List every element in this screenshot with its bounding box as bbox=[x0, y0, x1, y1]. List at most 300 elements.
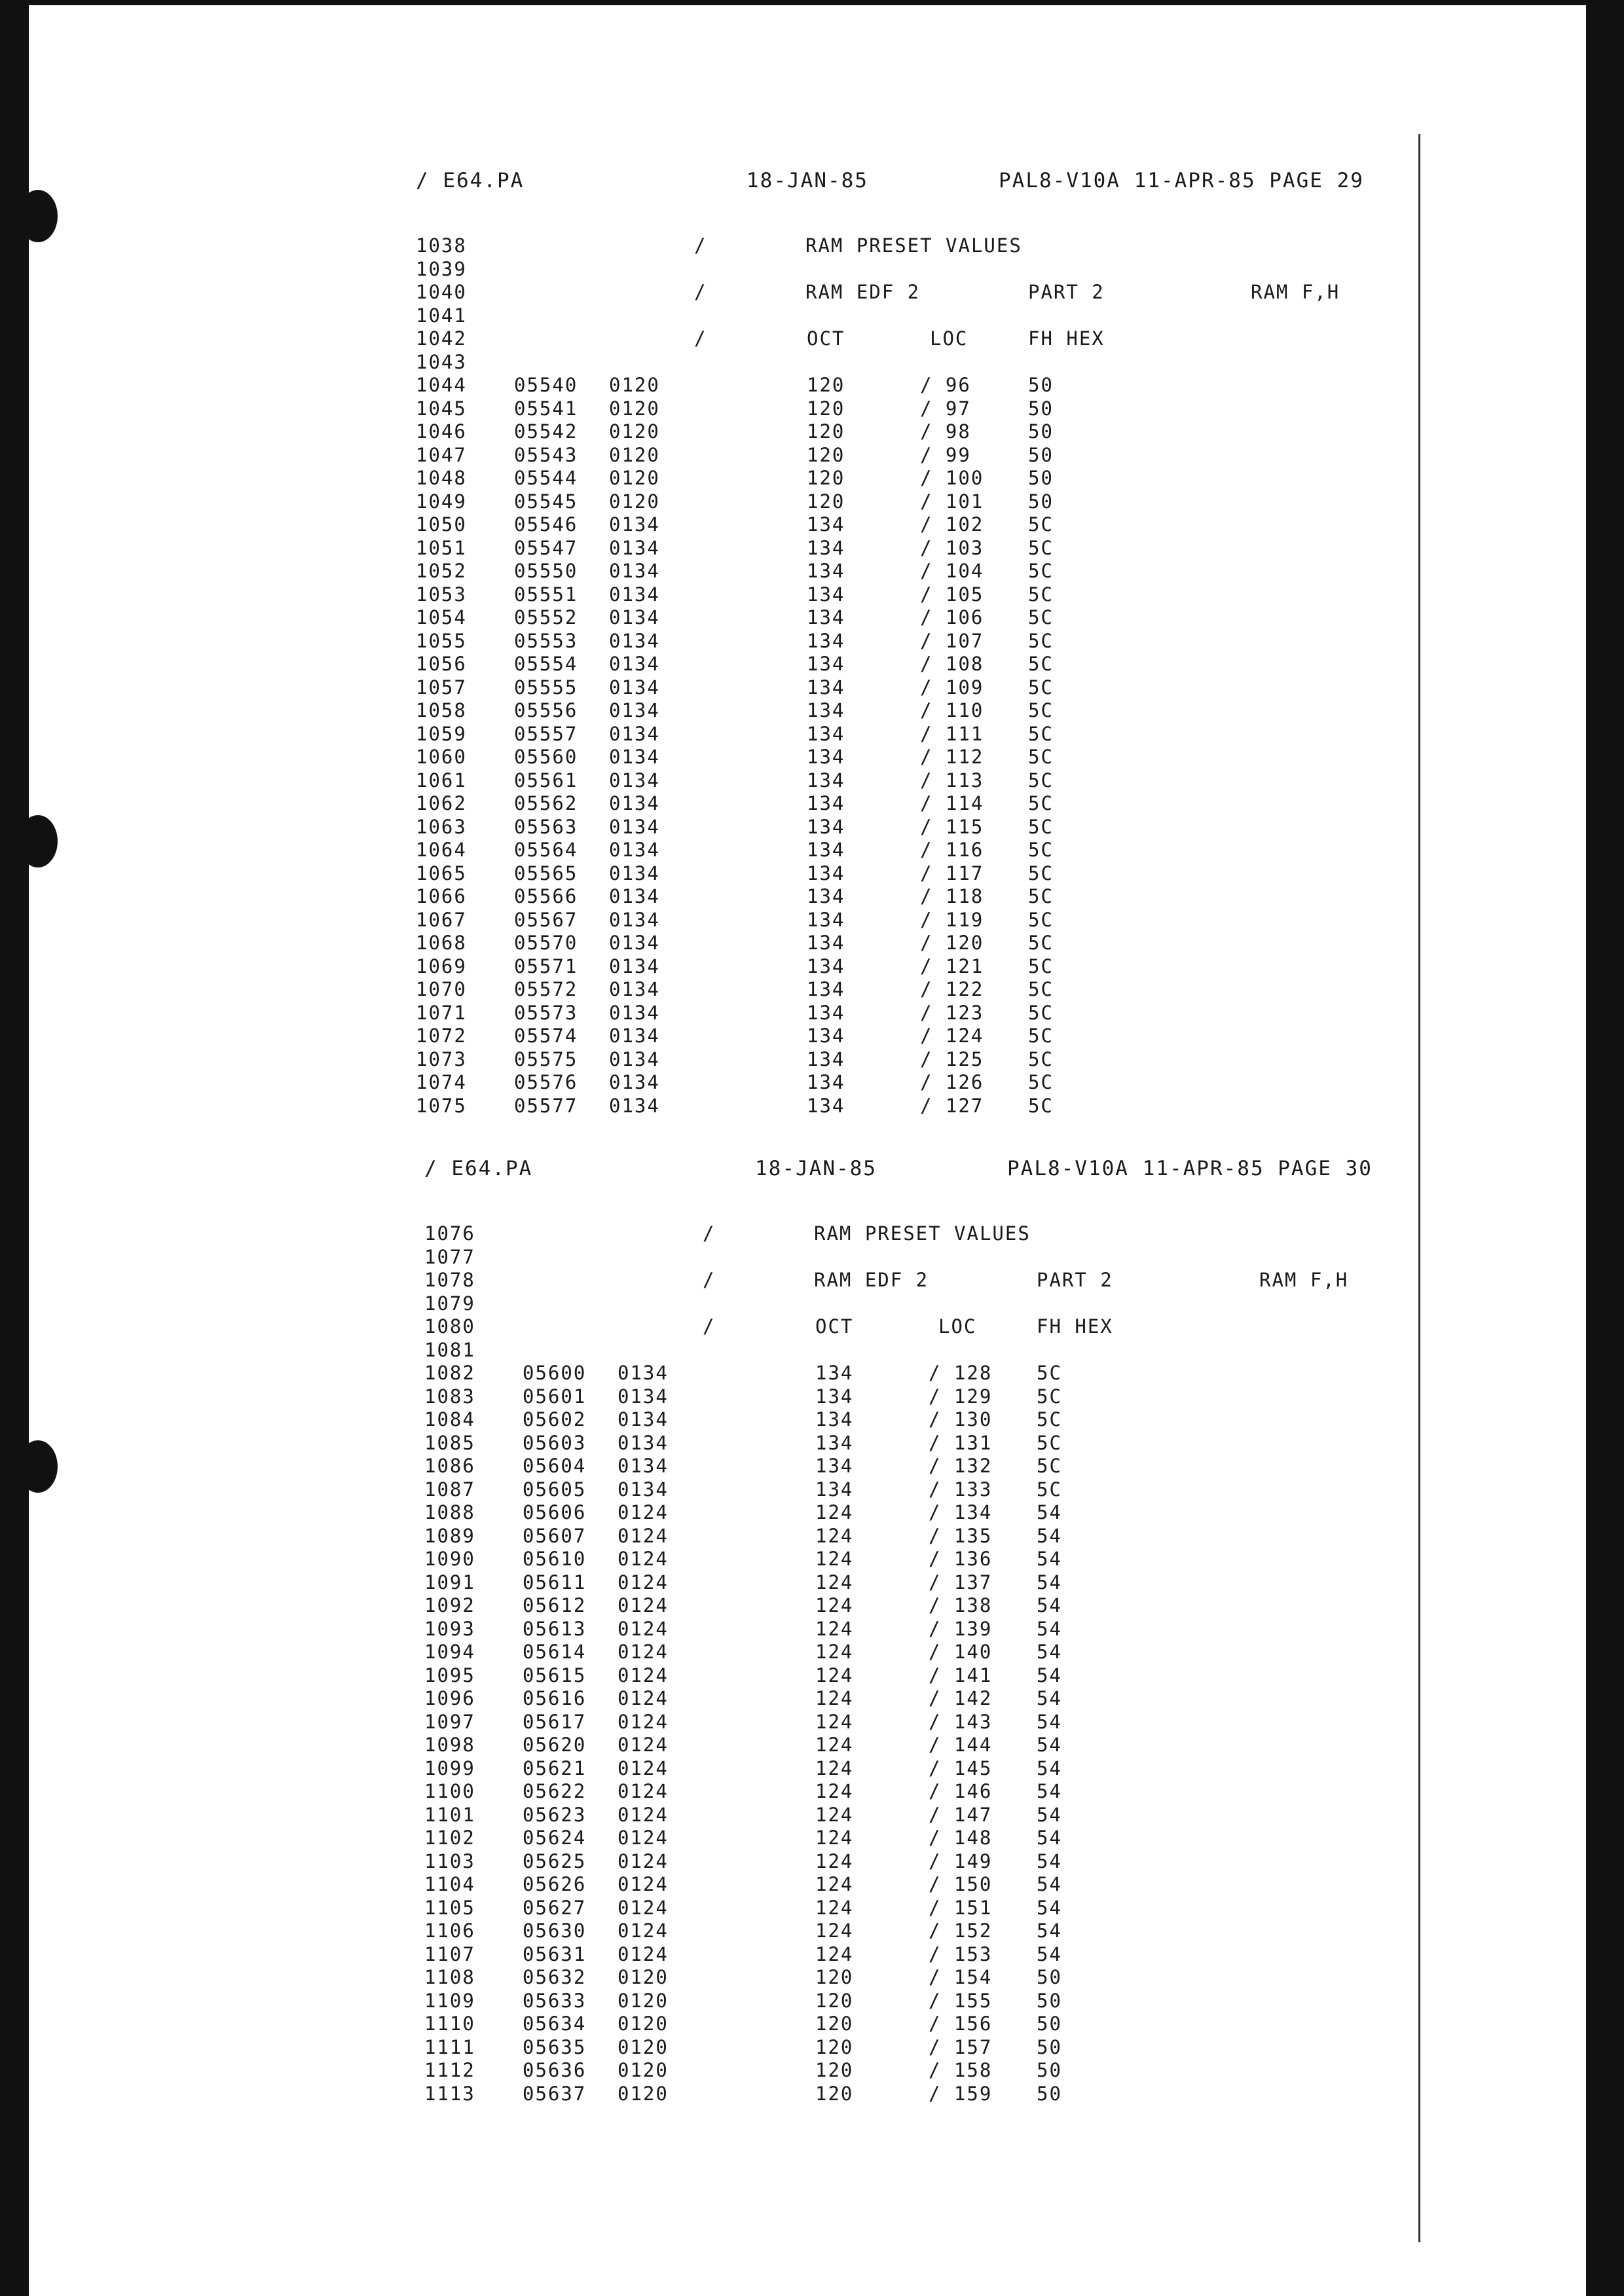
table-row bbox=[409, 839, 1405, 862]
fh-hex: 50 bbox=[1037, 2059, 1062, 2081]
loc: / 157 bbox=[929, 2035, 993, 2058]
comment-ram: RAM F,H bbox=[1259, 1269, 1349, 1291]
fh-hex: 5C bbox=[1028, 653, 1054, 675]
address: 05617 bbox=[523, 1710, 587, 1733]
table-row bbox=[418, 2083, 1413, 2106]
address: 05576 bbox=[514, 1071, 578, 1093]
loc: / 99 bbox=[920, 443, 971, 466]
line-number: 1071 bbox=[416, 1001, 467, 1024]
octal-value: 0124 bbox=[618, 1827, 669, 1849]
octal-value: 0134 bbox=[618, 1408, 669, 1430]
line-number: 1053 bbox=[416, 583, 467, 606]
address: 05557 bbox=[514, 722, 578, 745]
table-row bbox=[418, 1525, 1413, 1548]
address: 05546 bbox=[514, 513, 578, 536]
line-number: 1043 bbox=[416, 350, 467, 373]
address: 05632 bbox=[523, 1966, 587, 1988]
line-number: 1093 bbox=[424, 1617, 475, 1640]
loc: / 159 bbox=[929, 2082, 993, 2105]
octal-value: 0134 bbox=[609, 839, 660, 861]
column-header-hex: FH HEX bbox=[1037, 1315, 1113, 1338]
octal-value: 0134 bbox=[609, 722, 660, 745]
loc: / 133 bbox=[929, 1478, 993, 1501]
loc: / 140 bbox=[929, 1641, 993, 1663]
address: 05552 bbox=[514, 606, 578, 629]
line-number: 1059 bbox=[416, 722, 467, 745]
table-row bbox=[418, 1548, 1413, 1571]
loc: / 142 bbox=[929, 1687, 993, 1709]
fh-hex: 54 bbox=[1037, 1850, 1062, 1872]
loc: / 120 bbox=[920, 932, 984, 954]
line-number: 1065 bbox=[416, 862, 467, 884]
octal-value: 0120 bbox=[609, 420, 660, 443]
table-row bbox=[418, 2036, 1413, 2060]
octal-value: 0124 bbox=[618, 1641, 669, 1663]
table-row bbox=[409, 792, 1405, 816]
address: 05545 bbox=[514, 490, 578, 513]
loc: / 150 bbox=[929, 1873, 993, 1895]
oct: 124 bbox=[815, 1757, 854, 1779]
loc: / 116 bbox=[920, 839, 984, 861]
table-row bbox=[418, 1827, 1413, 1850]
line-number: 1055 bbox=[416, 629, 467, 652]
comment-part: PART 2 bbox=[1028, 281, 1105, 303]
fh-hex: 5C bbox=[1028, 862, 1054, 884]
loc: / 112 bbox=[920, 746, 984, 768]
line-number: 1088 bbox=[424, 1501, 475, 1523]
octal-value: 0124 bbox=[618, 1617, 669, 1640]
comment-block bbox=[409, 234, 1405, 374]
line-number: 1062 bbox=[416, 792, 467, 814]
line-number: 1046 bbox=[416, 420, 467, 443]
octal-value: 0134 bbox=[609, 699, 660, 721]
oct: 134 bbox=[807, 1071, 845, 1093]
octal-value: 0124 bbox=[618, 1571, 669, 1594]
address: 05634 bbox=[523, 2013, 587, 2035]
comment-text: RAM EDF 2 bbox=[805, 281, 921, 303]
loc: / 147 bbox=[929, 1803, 993, 1826]
loc: / 138 bbox=[929, 1594, 993, 1616]
comment-line bbox=[418, 1269, 1413, 1292]
comment-line bbox=[418, 1222, 1413, 1246]
oct: 124 bbox=[815, 1501, 854, 1523]
table-row bbox=[409, 1048, 1405, 1072]
octal-value: 0124 bbox=[618, 1664, 669, 1686]
fh-hex: 5C bbox=[1028, 815, 1054, 838]
fh-hex: 5C bbox=[1037, 1362, 1062, 1384]
fh-hex: 54 bbox=[1037, 1617, 1062, 1640]
fh-hex: 50 bbox=[1028, 490, 1054, 513]
address: 05607 bbox=[523, 1524, 587, 1547]
comment-slash: / bbox=[694, 234, 707, 257]
octal-value: 0120 bbox=[618, 2013, 669, 2035]
table-row bbox=[409, 606, 1405, 630]
column-header-oct: OCT bbox=[807, 327, 845, 350]
octal-value: 0134 bbox=[609, 1048, 660, 1070]
oct: 134 bbox=[807, 1094, 845, 1117]
table-row bbox=[409, 490, 1405, 514]
address: 05564 bbox=[514, 839, 578, 861]
table-row bbox=[418, 1664, 1413, 1688]
table-row bbox=[409, 676, 1405, 700]
margin-rule bbox=[1418, 134, 1420, 2242]
oct: 134 bbox=[807, 699, 845, 721]
data-rows bbox=[409, 374, 1405, 1118]
oct: 120 bbox=[815, 1989, 854, 2012]
loc: / 149 bbox=[929, 1850, 993, 1872]
loc: / 106 bbox=[920, 606, 984, 629]
address: 05570 bbox=[514, 932, 578, 954]
line-number: 1040 bbox=[416, 281, 467, 303]
fh-hex: 54 bbox=[1037, 1710, 1062, 1733]
line-number: 1066 bbox=[416, 885, 467, 907]
octal-value: 0134 bbox=[609, 583, 660, 606]
loc: / 124 bbox=[920, 1025, 984, 1047]
line-number: 1076 bbox=[424, 1222, 475, 1245]
oct: 120 bbox=[807, 467, 845, 489]
line-number: 1039 bbox=[416, 257, 467, 280]
table-row bbox=[418, 1990, 1413, 2013]
oct: 120 bbox=[807, 443, 845, 466]
oct: 124 bbox=[815, 1687, 854, 1709]
octal-value: 0134 bbox=[609, 769, 660, 792]
table-row bbox=[418, 1641, 1413, 1664]
loc: / 134 bbox=[929, 1501, 993, 1523]
octal-value: 0134 bbox=[609, 746, 660, 768]
line-number: 1061 bbox=[416, 769, 467, 792]
octal-value: 0134 bbox=[618, 1431, 669, 1454]
line-number: 1070 bbox=[416, 978, 467, 1000]
octal-value: 0124 bbox=[618, 1594, 669, 1616]
fh-hex: 5C bbox=[1028, 885, 1054, 907]
table-row bbox=[409, 885, 1405, 909]
line-number: 1108 bbox=[424, 1966, 475, 1988]
fh-hex: 5C bbox=[1037, 1455, 1062, 1477]
oct: 120 bbox=[815, 2013, 854, 2035]
loc: / 118 bbox=[920, 885, 984, 907]
line-number: 1098 bbox=[424, 1734, 475, 1756]
fh-hex: 54 bbox=[1037, 1524, 1062, 1547]
scan-right-edge bbox=[1586, 0, 1624, 2296]
fh-hex: 54 bbox=[1037, 1687, 1062, 1709]
address: 05601 bbox=[523, 1385, 587, 1408]
table-row bbox=[418, 1850, 1413, 1874]
oct: 134 bbox=[807, 513, 845, 536]
data-rows bbox=[418, 1362, 1413, 2105]
oct: 134 bbox=[807, 769, 845, 792]
oct: 134 bbox=[807, 606, 845, 629]
oct: 124 bbox=[815, 1617, 854, 1640]
fh-hex: 5C bbox=[1028, 978, 1054, 1000]
comment-text: RAM PRESET VALUES bbox=[814, 1222, 1031, 1245]
table-row bbox=[409, 816, 1405, 839]
oct: 124 bbox=[815, 1827, 854, 1849]
table-row bbox=[418, 1873, 1413, 1897]
line-number: 1109 bbox=[424, 1989, 475, 2012]
octal-value: 0124 bbox=[618, 1501, 669, 1523]
address: 05561 bbox=[514, 769, 578, 792]
fh-hex: 54 bbox=[1037, 1664, 1062, 1686]
oct: 124 bbox=[815, 1896, 854, 1919]
line-number: 1112 bbox=[424, 2059, 475, 2081]
comment-line bbox=[418, 1246, 1413, 1269]
oct: 134 bbox=[807, 1001, 845, 1024]
loc: / 96 bbox=[920, 374, 971, 396]
fh-hex: 50 bbox=[1028, 467, 1054, 489]
table-row bbox=[409, 467, 1405, 490]
table-row bbox=[409, 560, 1405, 583]
octal-value: 0120 bbox=[618, 1966, 669, 1988]
loc: / 111 bbox=[920, 722, 984, 745]
oct: 120 bbox=[807, 374, 845, 396]
line-number: 1047 bbox=[416, 443, 467, 466]
fh-hex: 5C bbox=[1028, 676, 1054, 699]
line-number: 1099 bbox=[424, 1757, 475, 1779]
line-number: 1051 bbox=[416, 536, 467, 559]
loc: / 153 bbox=[929, 1942, 993, 1965]
table-row bbox=[418, 1594, 1413, 1618]
address: 05614 bbox=[523, 1641, 587, 1663]
loc: / 154 bbox=[929, 1966, 993, 1988]
octal-value: 0134 bbox=[609, 606, 660, 629]
address: 05567 bbox=[514, 908, 578, 931]
column-header-oct: OCT bbox=[815, 1315, 854, 1338]
fh-hex: 54 bbox=[1037, 1571, 1062, 1594]
address: 05637 bbox=[523, 2082, 587, 2105]
address: 05560 bbox=[514, 746, 578, 768]
line-number: 1064 bbox=[416, 839, 467, 861]
table-row bbox=[409, 374, 1405, 397]
octal-value: 0134 bbox=[609, 862, 660, 884]
comment-slash: / bbox=[703, 1269, 716, 1291]
line-number: 1092 bbox=[424, 1594, 475, 1616]
line-number: 1075 bbox=[416, 1094, 467, 1117]
line-number: 1090 bbox=[424, 1548, 475, 1570]
fh-hex: 50 bbox=[1037, 2082, 1062, 2105]
table-row bbox=[418, 1478, 1413, 1502]
address: 05543 bbox=[514, 443, 578, 466]
loc: / 114 bbox=[920, 792, 984, 814]
fh-hex: 5C bbox=[1037, 1408, 1062, 1430]
address: 05625 bbox=[523, 1850, 587, 1872]
octal-value: 0134 bbox=[609, 560, 660, 582]
table-row bbox=[409, 932, 1405, 955]
loc: / 100 bbox=[920, 467, 984, 489]
table-row bbox=[418, 1362, 1413, 1385]
octal-value: 0124 bbox=[618, 1734, 669, 1756]
line-number: 1078 bbox=[424, 1269, 475, 1291]
line-number: 1086 bbox=[424, 1455, 475, 1477]
address: 05542 bbox=[514, 420, 578, 443]
loc: / 102 bbox=[920, 513, 984, 536]
line-number: 1074 bbox=[416, 1071, 467, 1093]
oct: 124 bbox=[815, 1850, 854, 1872]
line-number: 1096 bbox=[424, 1687, 475, 1709]
line-number: 1084 bbox=[424, 1408, 475, 1430]
fh-hex: 5C bbox=[1028, 536, 1054, 559]
oct: 134 bbox=[815, 1408, 854, 1430]
oct: 124 bbox=[815, 1803, 854, 1826]
table-row bbox=[409, 978, 1405, 1002]
address: 05624 bbox=[523, 1827, 587, 1849]
table-row bbox=[409, 723, 1405, 746]
oct: 124 bbox=[815, 1780, 854, 1802]
oct: 124 bbox=[815, 1710, 854, 1733]
line-number: 1097 bbox=[424, 1710, 475, 1733]
address: 05556 bbox=[514, 699, 578, 721]
scan-left-edge bbox=[0, 0, 29, 2296]
address: 05565 bbox=[514, 862, 578, 884]
table-row bbox=[418, 1897, 1413, 1920]
line-number: 1087 bbox=[424, 1478, 475, 1501]
address: 05616 bbox=[523, 1687, 587, 1709]
octal-value: 0134 bbox=[618, 1362, 669, 1384]
octal-value: 0134 bbox=[609, 932, 660, 954]
line-number: 1045 bbox=[416, 397, 467, 420]
address: 05547 bbox=[514, 536, 578, 559]
fh-hex: 54 bbox=[1037, 1803, 1062, 1826]
octal-value: 0124 bbox=[618, 1896, 669, 1919]
oct: 134 bbox=[807, 653, 845, 675]
address: 05553 bbox=[514, 629, 578, 652]
table-row bbox=[409, 653, 1405, 676]
address: 05631 bbox=[523, 1942, 587, 1965]
header-date: 18-JAN-85 bbox=[755, 1157, 877, 1180]
table-row bbox=[418, 1966, 1413, 1990]
column-header-loc: LOC bbox=[930, 327, 969, 350]
loc: / 98 bbox=[920, 420, 971, 443]
line-number: 1104 bbox=[424, 1873, 475, 1895]
line-number: 1058 bbox=[416, 699, 467, 721]
fh-hex: 54 bbox=[1037, 1548, 1062, 1570]
fh-hex: 50 bbox=[1037, 2035, 1062, 2058]
fh-hex: 5C bbox=[1028, 908, 1054, 931]
fh-hex: 5C bbox=[1028, 583, 1054, 606]
loc: / 132 bbox=[929, 1455, 993, 1477]
address: 05602 bbox=[523, 1408, 587, 1430]
address: 05562 bbox=[514, 792, 578, 814]
octal-value: 0120 bbox=[618, 1989, 669, 2012]
address: 05600 bbox=[523, 1362, 587, 1384]
fh-hex: 5C bbox=[1028, 769, 1054, 792]
oct: 124 bbox=[815, 1734, 854, 1756]
loc: / 158 bbox=[929, 2059, 993, 2081]
oct: 120 bbox=[815, 1966, 854, 1988]
oct: 134 bbox=[807, 676, 845, 699]
octal-value: 0124 bbox=[618, 1757, 669, 1779]
loc: / 104 bbox=[920, 560, 984, 582]
table-row bbox=[409, 397, 1405, 421]
punch-hole bbox=[18, 815, 58, 867]
header-date: 18-JAN-85 bbox=[747, 169, 868, 192]
line-number: 1054 bbox=[416, 606, 467, 629]
oct: 134 bbox=[807, 932, 845, 954]
table-row bbox=[409, 630, 1405, 653]
loc: / 107 bbox=[920, 629, 984, 652]
address: 05635 bbox=[523, 2035, 587, 2058]
octal-value: 0134 bbox=[609, 1094, 660, 1117]
address: 05541 bbox=[514, 397, 578, 420]
line-number: 1050 bbox=[416, 513, 467, 536]
line-number: 1042 bbox=[416, 327, 467, 350]
oct: 134 bbox=[807, 839, 845, 861]
comment-line bbox=[409, 258, 1405, 282]
oct: 134 bbox=[815, 1385, 854, 1408]
fh-hex: 54 bbox=[1037, 1641, 1062, 1663]
header-assembler: PAL8-V10A 11-APR-85 PAGE 30 bbox=[1007, 1157, 1373, 1180]
loc: / 108 bbox=[920, 653, 984, 675]
oct: 120 bbox=[807, 397, 845, 420]
oct: 124 bbox=[815, 1571, 854, 1594]
table-row bbox=[409, 583, 1405, 607]
loc: / 110 bbox=[920, 699, 984, 721]
address: 05613 bbox=[523, 1617, 587, 1640]
octal-value: 0134 bbox=[609, 676, 660, 699]
line-number: 1082 bbox=[424, 1362, 475, 1384]
oct: 134 bbox=[807, 560, 845, 582]
header-file: / E64.PA bbox=[424, 1157, 533, 1180]
address: 05620 bbox=[523, 1734, 587, 1756]
oct: 134 bbox=[807, 978, 845, 1000]
oct: 120 bbox=[815, 2035, 854, 2058]
fh-hex: 5C bbox=[1028, 629, 1054, 652]
address: 05544 bbox=[514, 467, 578, 489]
table-row bbox=[418, 1455, 1413, 1478]
octal-value: 0134 bbox=[618, 1385, 669, 1408]
loc: / 145 bbox=[929, 1757, 993, 1779]
line-number: 1057 bbox=[416, 676, 467, 699]
line-number: 1079 bbox=[424, 1292, 475, 1315]
loc: / 129 bbox=[929, 1385, 993, 1408]
oct: 120 bbox=[807, 420, 845, 443]
table-row bbox=[418, 1943, 1413, 1967]
column-header-hex: FH HEX bbox=[1028, 327, 1105, 350]
oct: 134 bbox=[807, 908, 845, 931]
loc: / 115 bbox=[920, 815, 984, 838]
fh-hex: 5C bbox=[1028, 513, 1054, 536]
address: 05623 bbox=[523, 1803, 587, 1826]
octal-value: 0120 bbox=[618, 2082, 669, 2105]
comment-line bbox=[418, 1292, 1413, 1316]
comment-ram: RAM F,H bbox=[1251, 281, 1340, 303]
oct: 120 bbox=[815, 2082, 854, 2105]
oct: 124 bbox=[815, 1548, 854, 1570]
line-number: 1038 bbox=[416, 234, 467, 257]
oct: 134 bbox=[815, 1362, 854, 1384]
address: 05605 bbox=[523, 1478, 587, 1501]
octal-value: 0134 bbox=[609, 908, 660, 931]
loc: / 103 bbox=[920, 536, 984, 559]
loc: / 156 bbox=[929, 2013, 993, 2035]
octal-value: 0120 bbox=[609, 397, 660, 420]
loc: / 128 bbox=[929, 1362, 993, 1384]
octal-value: 0134 bbox=[609, 792, 660, 814]
loc: / 146 bbox=[929, 1780, 993, 1802]
address: 05636 bbox=[523, 2059, 587, 2081]
fh-hex: 54 bbox=[1037, 1594, 1062, 1616]
oct: 124 bbox=[815, 1920, 854, 1942]
fh-hex: 5C bbox=[1028, 792, 1054, 814]
table-row bbox=[418, 1804, 1413, 1827]
octal-value: 0124 bbox=[618, 1942, 669, 1965]
line-number: 1106 bbox=[424, 1920, 475, 1942]
address: 05603 bbox=[523, 1431, 587, 1454]
loc: / 97 bbox=[920, 397, 971, 420]
line-number: 1103 bbox=[424, 1850, 475, 1872]
oct: 120 bbox=[815, 2059, 854, 2081]
table-row bbox=[409, 746, 1405, 769]
line-number: 1048 bbox=[416, 467, 467, 489]
